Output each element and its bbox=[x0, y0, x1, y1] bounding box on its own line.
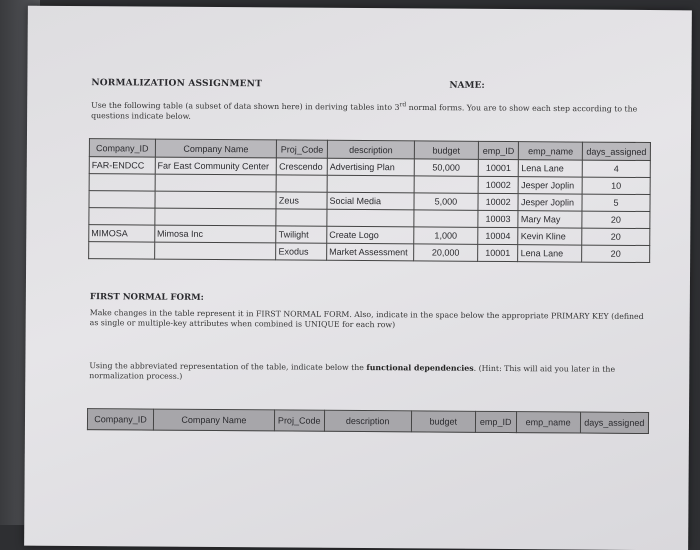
header-company-id: Company_ID bbox=[89, 139, 155, 157]
header-days-assigned: days_assigned bbox=[582, 142, 650, 160]
cell-proj-code: Zeus bbox=[276, 192, 327, 209]
cell-emp-id: 10003 bbox=[478, 210, 519, 227]
header-description: description bbox=[327, 140, 414, 159]
table-row bbox=[89, 242, 650, 263]
header-emp-name: emp_name bbox=[519, 142, 583, 160]
header-proj-code: Proj_Code bbox=[277, 140, 328, 158]
cell-company-name bbox=[155, 174, 277, 192]
abbreviated-header-row bbox=[87, 409, 648, 434]
header-budget: budget bbox=[414, 141, 478, 159]
cell-emp-name: Mary May bbox=[518, 211, 582, 228]
cell-company-name bbox=[155, 191, 277, 209]
cell-emp-name: Lena Lane bbox=[518, 245, 582, 262]
page-title: NORMALIZATION ASSIGNMENT bbox=[91, 78, 263, 90]
cell-company-id bbox=[89, 242, 155, 259]
cell-days-assigned: 5 bbox=[582, 194, 650, 211]
cell-emp-id: 10001 bbox=[477, 244, 518, 261]
abbr-header-company-name: Company Name bbox=[154, 409, 275, 431]
cell-budget bbox=[414, 210, 478, 227]
cell-days-assigned: 10 bbox=[582, 177, 650, 194]
cell-description bbox=[327, 209, 414, 227]
cell-days-assigned: 20 bbox=[582, 245, 650, 262]
fd-bold-term: functional dependencies bbox=[366, 363, 474, 373]
assignment-page bbox=[24, 6, 692, 550]
intro-text-2: normal forms. You are to show each step according to the questions indicate below. bbox=[91, 102, 638, 121]
cell-budget: 1,000 bbox=[414, 227, 478, 244]
cell-company-id: MIMOSA bbox=[89, 225, 155, 242]
cell-emp-name: Jesper Joplin bbox=[518, 194, 582, 211]
cell-proj-code: Crescendo bbox=[277, 158, 328, 175]
header-emp-id: emp_ID bbox=[478, 141, 519, 159]
intro-paragraph bbox=[91, 98, 651, 125]
cell-budget bbox=[414, 176, 478, 193]
fd-text-1: Using the abbreviated representation of the table, indicate below the bbox=[89, 361, 367, 373]
functional-dependencies-text bbox=[89, 361, 649, 385]
cell-company-name: Mimosa Inc bbox=[154, 225, 276, 243]
abbr-header-budget: budget bbox=[411, 411, 475, 432]
cell-emp-name: Lena Lane bbox=[519, 160, 583, 177]
intro-superscript: rd bbox=[399, 101, 407, 109]
cell-proj-code: Exodus bbox=[276, 243, 327, 260]
intro-text-1: Use the following table (a subset of data shown here) in deriving tables into 3 bbox=[91, 100, 400, 112]
cell-emp-name: Kevin Kline bbox=[518, 228, 582, 245]
cell-description: Social Media bbox=[327, 192, 414, 210]
cell-company-name bbox=[155, 208, 277, 226]
abbr-header-company-id: Company_ID bbox=[87, 409, 153, 430]
cell-description: Advertising Plan bbox=[327, 158, 414, 176]
cell-days-assigned: 20 bbox=[582, 211, 650, 228]
cell-description bbox=[327, 175, 414, 193]
cell-proj-code: Twilight bbox=[276, 226, 327, 243]
first-normal-form-heading: FIRST NORMAL FORM: bbox=[89, 292, 204, 303]
abbr-header-emp-id: emp_ID bbox=[475, 411, 516, 432]
fd-text-2: . (Hint: This will aid you later in the normalization process.) bbox=[89, 363, 616, 381]
cell-days-assigned: 4 bbox=[582, 160, 650, 177]
cell-days-assigned: 20 bbox=[582, 228, 650, 245]
cell-budget: 20,000 bbox=[414, 244, 478, 261]
name-label: NAME: bbox=[449, 80, 485, 91]
abbr-header-description: description bbox=[324, 410, 411, 432]
cell-budget: 50,000 bbox=[414, 159, 478, 176]
abbr-header-emp-name: emp_name bbox=[516, 412, 580, 433]
cell-company-name bbox=[154, 242, 276, 260]
cell-proj-code bbox=[276, 175, 327, 192]
cell-company-id: FAR-ENDCC bbox=[89, 157, 155, 174]
cell-budget: 5,000 bbox=[414, 193, 478, 210]
data-table bbox=[88, 138, 651, 263]
cell-company-id bbox=[89, 191, 155, 208]
cell-company-id bbox=[89, 208, 155, 225]
cell-proj-code bbox=[276, 209, 327, 226]
cell-company-name: Far East Community Center bbox=[155, 157, 277, 175]
abbr-header-proj-code: Proj_Code bbox=[274, 410, 324, 431]
cell-emp-id: 10002 bbox=[478, 176, 519, 193]
cell-emp-id: 10001 bbox=[478, 159, 519, 176]
cell-description: Create Logo bbox=[327, 226, 414, 244]
header-company-name: Company Name bbox=[155, 139, 277, 158]
cell-description: Market Assessment bbox=[327, 243, 414, 261]
cell-emp-name: Jesper Joplin bbox=[519, 177, 583, 194]
abbr-header-days-assigned: days_assigned bbox=[580, 412, 648, 433]
cell-company-id bbox=[89, 174, 155, 191]
cell-emp-id: 10004 bbox=[477, 227, 518, 244]
cell-emp-id: 10002 bbox=[478, 193, 519, 210]
first-normal-form-text: Make changes in the table represent it in FIRST NORMAL FORM. Also, indicate in the space below the appropriate PRIMARY KEY (defined as single or multiple-key attributes when combined is UNIQUE for each row) bbox=[89, 308, 644, 330]
abbreviated-table bbox=[87, 408, 649, 434]
